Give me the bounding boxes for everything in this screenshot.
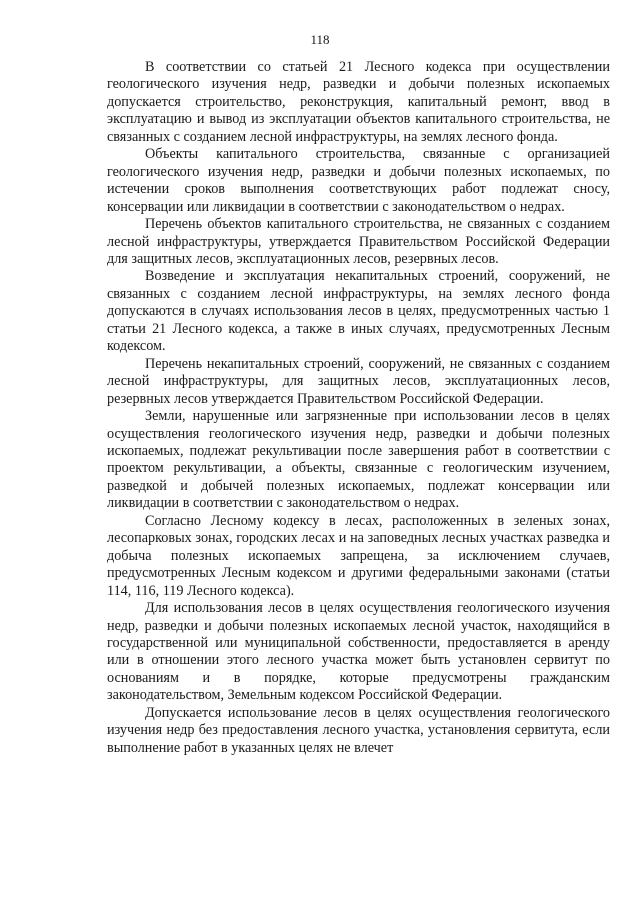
- paragraph: Согласно Лесному кодексу в лесах, расположенных в зеленых зонах, лесопарковых зонах, городских лесах и на заповедных лесных участках разведка и добыча полезных ископаемых запрещена, за исключением случаев, предусмотренных Лесным кодексом и другими федеральными законами (статьи 114, 116, 119 Лесного кодекса).: [107, 512, 610, 599]
- page-number: 118: [310, 32, 330, 47]
- paragraph: В соответствии со статьей 21 Лесного кодекса при осуществлении геологического изучения недр, разведки и добычи полезных ископаемых допускается строительство, реконструкция, капитальный ремонт, ввод в эксплуатацию и вывод из эксплуатации объектов капитального строительства, не связанных с созданием лесной инфраструктуры, на землях лесного фонда.: [107, 59, 610, 145]
- paragraph: Объекты капитального строительства, связанные с организацией геологического изучения недр, разведки и добычи полезных ископаемых, по истечении сроков выполнения соответствующих работ подлежат сносу, консервации или ликвидации в соответствии с законодательством о недрах.: [107, 146, 610, 215]
- paragraph: Допускается использование лесов в целях осуществления геологического изучения недр без предоставления лесного участка, установления сервитута, если выполнение работ в указанных целях не влечет: [107, 704, 610, 756]
- paragraph: Перечень некапитальных строений, сооружений, не связанных с созданием лесной инфраструктуры, для защитных лесов, эксплуатационных лесов, резервных лесов утверждается Правительством Российской Федерации.: [107, 355, 610, 407]
- paragraph: Земли, нарушенные или загрязненные при использовании лесов в целях осуществления геологического изучения недр, разведки и добычи полезных ископаемых, подлежат рекультивации после завершения работ в соответствии с проектом рекультивации, а объекты, связанные с геологическим изучением, разведкой и добычей полезных ископаемых, подлежат консервации или ликвидации в соответствии с законодательством о недрах.: [107, 408, 610, 512]
- paragraph: Перечень объектов капитального строительства, не связанных с созданием лесной инфраструктуры, утверждается Правительством Российской Федерации для защитных лесов, эксплуатационных лесов, резервных лесов.: [107, 216, 610, 267]
- paragraph: Для использования лесов в целях осуществления геологического изучения недр, разведки и добычи полезных ископаемых лесной участок, находящийся в государственной или муниципальной собственности, предоставляется в аренду или в отношении этого лесного участка может быть установлен сервитут по основаниям и в порядке, которые предусмотрены гражданским законодательством, Земельным кодексом Российской Федерации.: [107, 600, 610, 704]
- paragraph: Возведение и эксплуатация некапитальных строений, сооружений, не связанных с созданием лесной инфраструктуры, на землях лесного фонда допускаются в случаях использования лесов в целях, предусмотренных частью 1 статьи 21 Лесного кодекса, а также в иных случаях, предусмотренных Лесным кодексом.: [107, 268, 610, 355]
- body-text: [107, 59, 610, 757]
